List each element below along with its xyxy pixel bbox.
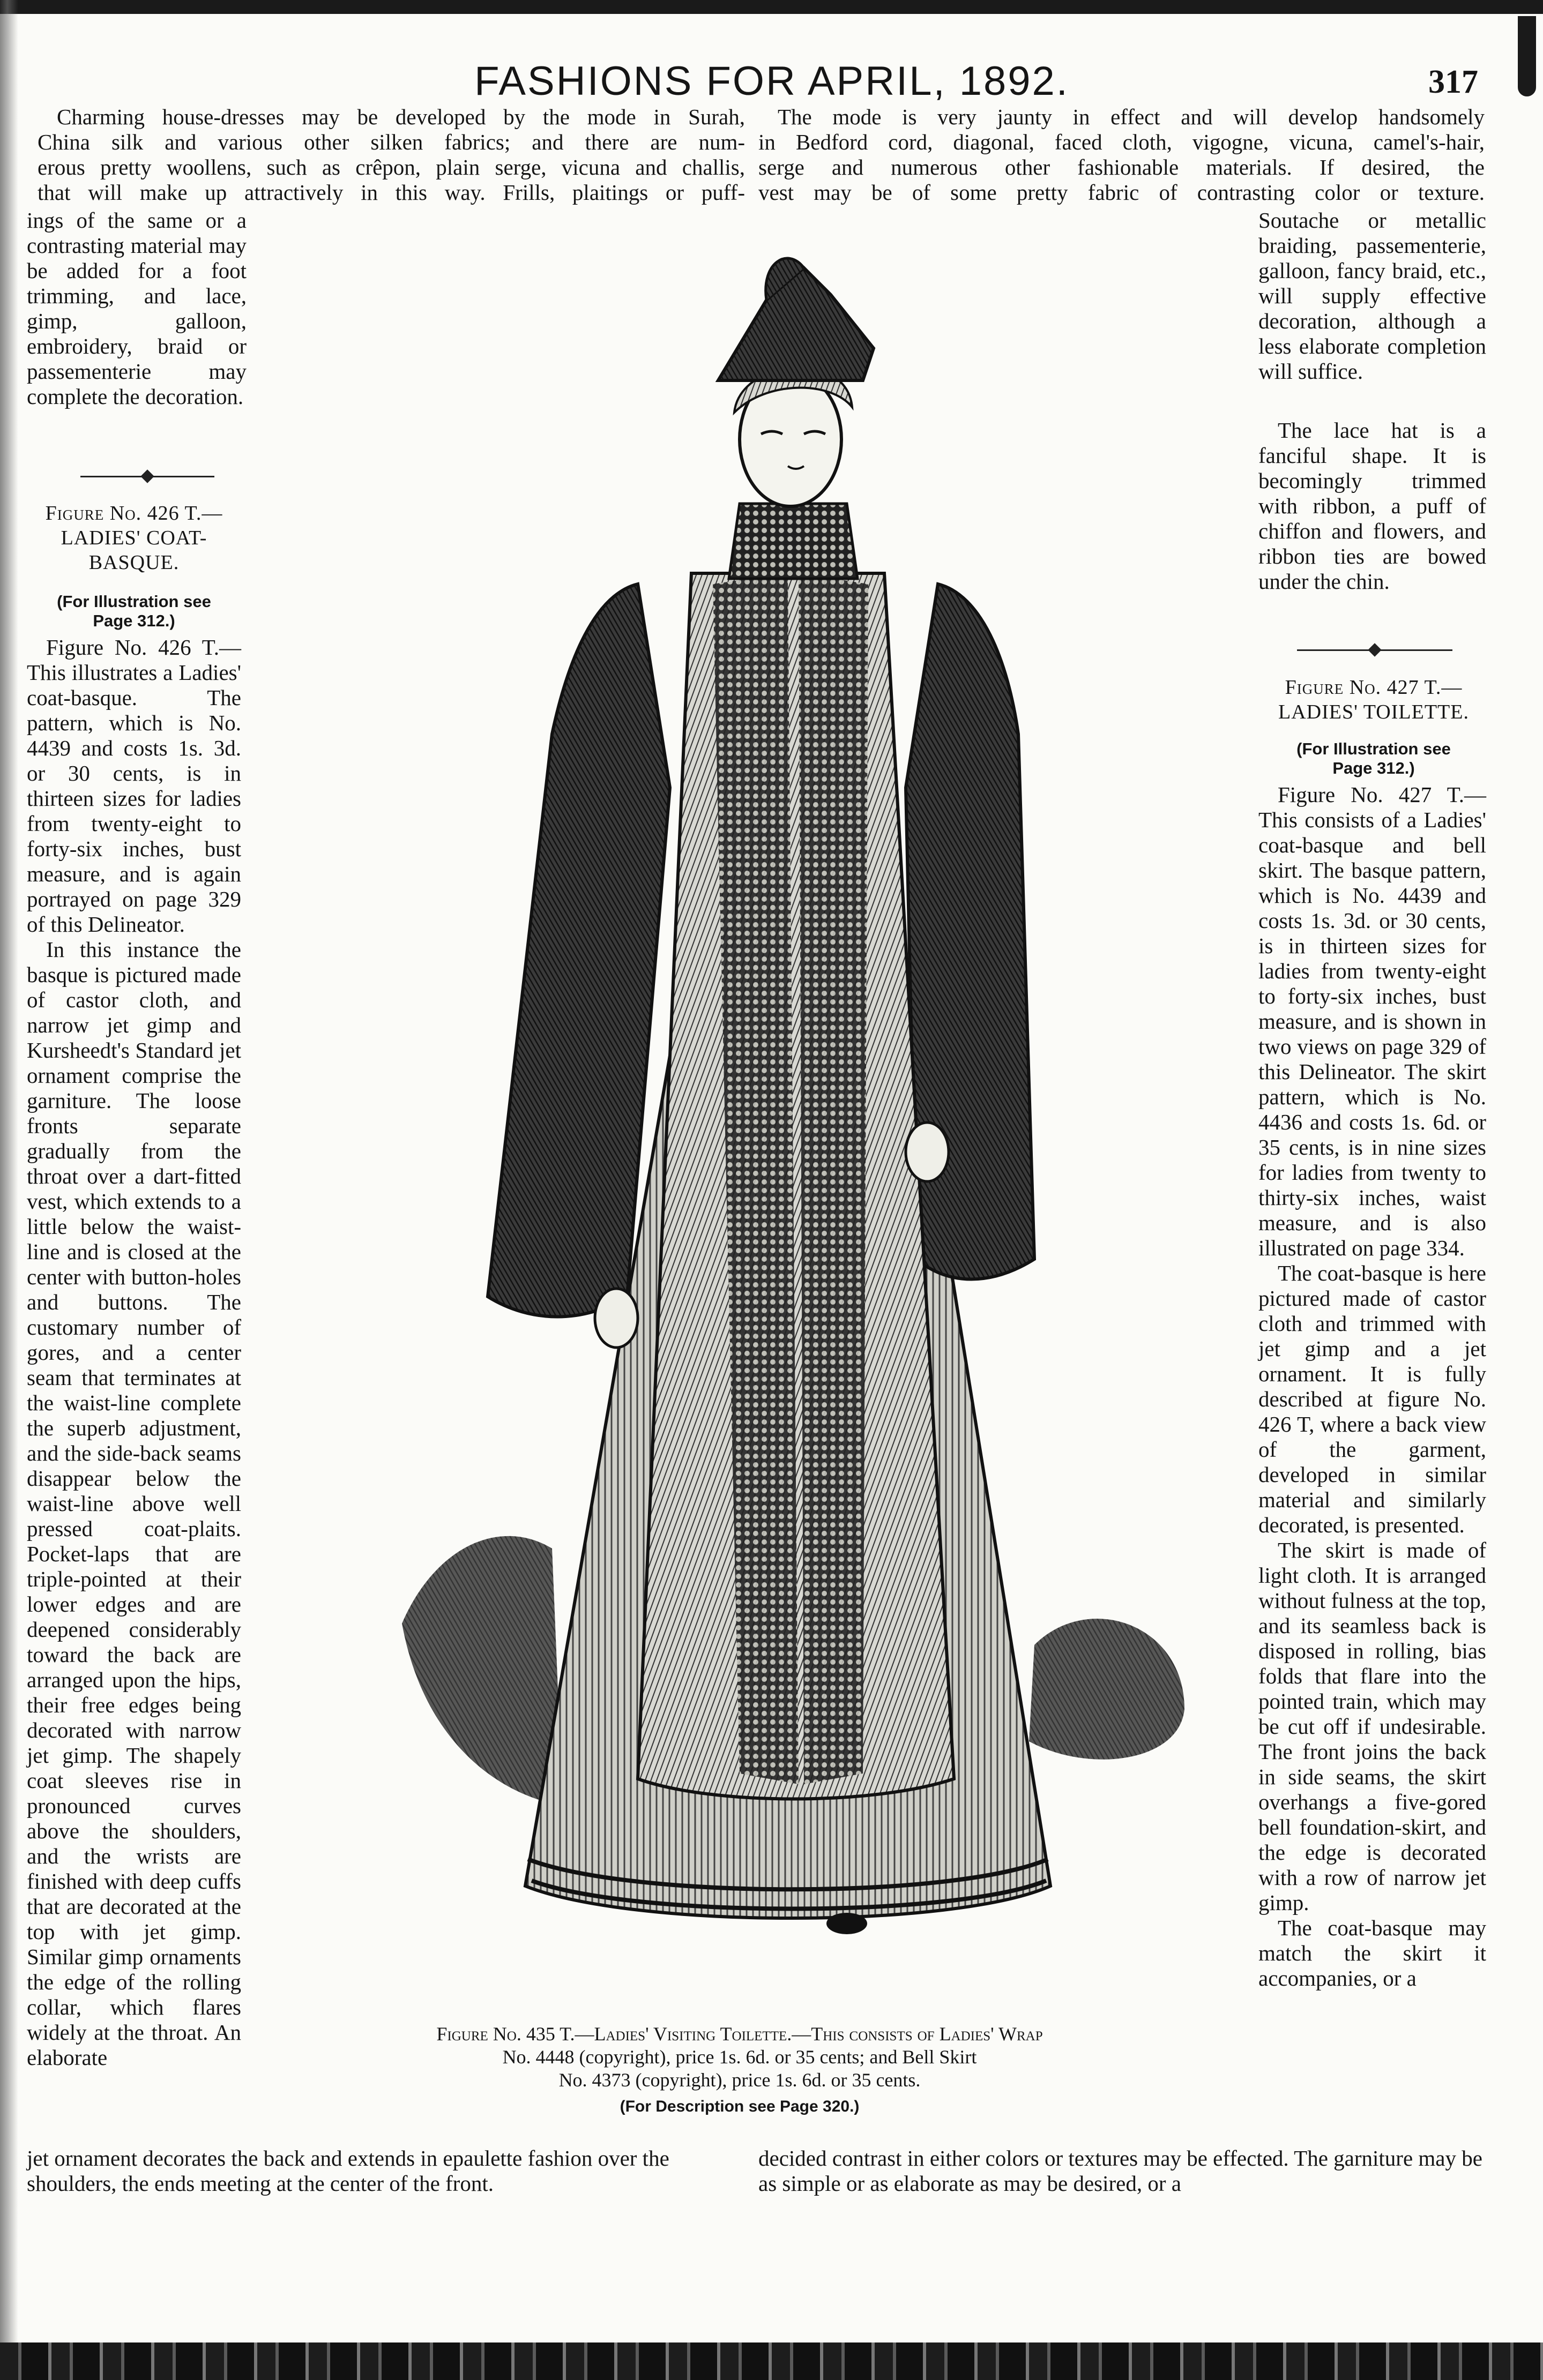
- fashion-illustration: [391, 252, 1195, 1999]
- intro-right-block: [758, 104, 1485, 205]
- figure-caption-line: No. 4448 (copyright), price 1s. 6d. or 35 cents; and Bell Skirt: [502, 2046, 977, 2068]
- fig427-heading-line: Figure No. 427 T.—: [1285, 676, 1463, 699]
- intro-left-line: Charming house-dresses may be developed by the mode in Surah,: [57, 104, 745, 129]
- hat-description: [1258, 418, 1486, 594]
- intro-left-line: China silk and various other silken fabrics; and there are num-: [38, 130, 745, 154]
- page-number: 317: [1428, 64, 1478, 100]
- intro-right-continued: Soutache or metallic braiding, passementerie, galloon, fancy braid, etc., will supply effective decoration, although a less elaborate completion will suffice.: [1258, 208, 1486, 384]
- fig427-note-line: (For Illustration see: [1296, 739, 1451, 758]
- figure-caption: [322, 2023, 1158, 2092]
- bottom-left-text: jet ornament decorates the back and extends in epaulette fashion over the shoulders, the ends meeting at the center of the front.: [27, 2146, 669, 2196]
- separator-diamond: [140, 469, 154, 483]
- intro-right-line: in Bedford cord, diagonal, faced cloth, vigogne, vicuna, camel's-hair,: [758, 130, 1485, 154]
- fig427-paragraph: The skirt is made of light cloth. It is arranged without fulness at the top, and its seamless back is disposed in rolling, bias folds that flare into the pointed train, which may be cut off if undesirable. The front joins the back in side seams, the skirt overhangs a five-gored bell foundation-skirt, and the edge is decorated with a row of narrow jet gimp.: [1258, 1538, 1486, 1915]
- fig426-heading-line: BASQUE.: [88, 551, 180, 574]
- fig427-heading: [1258, 675, 1489, 724]
- intro-left-line: erous pretty woollens, such as crêpon, plain serge, vicuna and challis,: [38, 155, 745, 179]
- hat-paragraph: The lace hat is a fanciful shape. It is becomingly trimmed with ribbon, a puff of chiffon and flowers, and ribbon ties are bowed under the chin.: [1258, 418, 1486, 594]
- figure-caption-note: (For Description see Page 320.): [620, 2098, 860, 2115]
- figure-caption-line: Figure No. 435 T.—Ladies' Visiting Toilette.—This consists of Ladies' Wrap: [436, 2023, 1043, 2045]
- fig427-paragraph: The coat-basque may match the skirt it accompanies, or a: [1258, 1915, 1486, 1990]
- fig426-body: [27, 635, 241, 2070]
- fig426-note: [27, 592, 241, 631]
- intro-right-line: serge and numerous other fashionable materials. If desired, the: [758, 155, 1485, 179]
- intro-left-continued: ings of the same or a contrasting material may be added for a foot trimming, and lace, gimp, galloon, embroidery, braid or passementerie may complete the decoration.: [27, 208, 247, 409]
- scan-border-left: [0, 0, 18, 2380]
- intro-right-line: vest may be of some pretty fabric of contrasting color or texture.: [758, 180, 1485, 205]
- page-title: FASHIONS FOR APRIL, 1892.: [474, 58, 1069, 104]
- separator-diamond: [1368, 643, 1381, 656]
- intro-right-line: The mode is very jaunty in effect and will develop handsomely: [778, 104, 1485, 129]
- fig427-body: [1258, 782, 1486, 1991]
- fig426-heading: [27, 501, 241, 575]
- fig426-heading-line: LADIES' COAT-: [61, 527, 207, 549]
- head-illustration: [718, 258, 874, 579]
- scan-border-bottom: [0, 2342, 1543, 2380]
- intro-left-line: that will make up attractively in this way. Frills, plaitings or puff-: [38, 180, 745, 205]
- fig427-note-line: Page 312.): [1332, 759, 1415, 777]
- fig426-paragraph: In this instance the basque is pictured made of castor cloth, and narrow jet gimp and Kursheedt's Standard jet ornament comprise the garniture. The loose fronts separate gradually from the throat over a dart-fitted vest, which extends to a little below the waist-line and is closed at the center with button-holes and buttons. The customary number of gores, and a center seam that terminates at the waist-line complete the superb adjustment, and the side-back seams disappear below the waist-line above well pressed coat-plaits. Pocket-laps that are triple-pointed at their lower edges and are deepened considerably toward the back are arranged upon the hips, their free edges being decorated with narrow jet gimp. The shapely coat sleeves rise in pronounced curves above the shoulders, and the wrists are finished with deep cuffs that are decorated at the top with jet gimp. Similar gimp ornaments the edge of the rolling collar, which flares widely at the throat. An elaborate: [27, 937, 241, 2070]
- hand-left: [595, 1289, 638, 1348]
- bottom-right-text: decided contrast in either colors or textures may be effected. The garniture may be as simple or as elaborate as may be desired, or a: [758, 2146, 1482, 2196]
- fig427-paragraph: The coat-basque is here pictured made of castor cloth and trimmed with jet gimp and a jet ornament. It is fully described at figure No. 426 T, where a back view of the garment, developed in similar material and similarly decorated, is presented.: [1258, 1261, 1486, 1537]
- page-corner-mark: [1518, 16, 1536, 96]
- fig427-paragraph: Figure No. 427 T.—This consists of a Ladies' coat-basque and bell skirt. The basque pattern, which is No. 4439 and costs 1s. 3d. or 30 cents, is in thirteen sizes for ladies from twenty-eight to forty-six inches, bust measure, and is shown in two views on page 329 of this Delineator. The skirt pattern, which is No. 4436 and costs 1s. 6d. or 35 cents, is in nine sizes for ladies from twenty to thirty-six inches, waist measure, and is also illustrated on page 334.: [1258, 782, 1486, 1260]
- fig427-heading-line: LADIES' TOILETTE.: [1278, 701, 1469, 723]
- intro-left-block: [38, 104, 745, 205]
- figure-caption-line: No. 4373 (copyright), price 1s. 6d. or 35 cents.: [558, 2069, 921, 2091]
- scan-border-top: [0, 0, 1543, 14]
- fig426-note-line: (For Illustration see: [57, 592, 211, 611]
- fig426-paragraph: Figure No. 426 T.—This illustrates a Ladies' coat-basque. The pattern, which is No. 4439 and costs 1s. 3d. or 30 cents, is in thirteen sizes for ladies from twenty-eight to forty-six inches, bust measure, and is again portrayed on page 329 of this Delineator.: [27, 635, 241, 937]
- fig426-note-line: Page 312.): [93, 611, 175, 630]
- hand-right: [906, 1122, 949, 1181]
- fig427-note: [1258, 739, 1489, 778]
- fig426-heading-line: Figure No. 426 T.—: [45, 502, 223, 525]
